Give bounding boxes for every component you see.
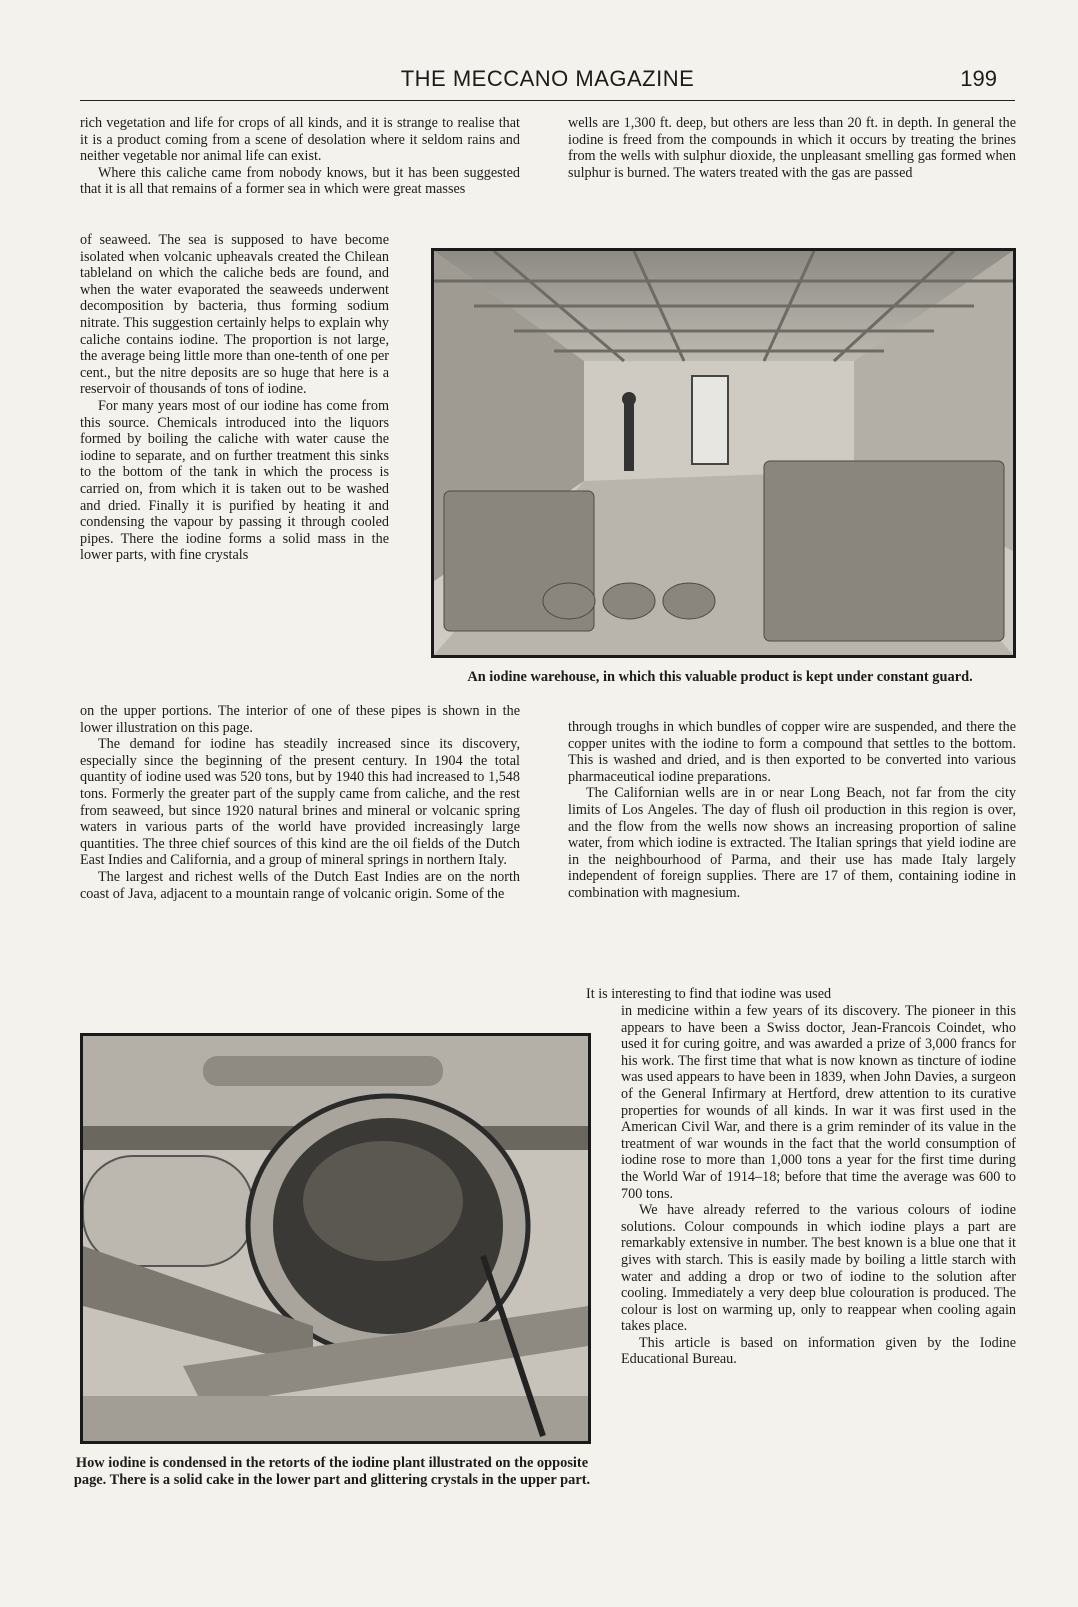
left-column-narrow xyxy=(80,232,389,564)
paragraph: wells are 1,300 ft. deep, but others are less than 20 ft. in depth. In general the iodine is freed from the compounds in which it occurs by treating the brines from the wells with sulphur dioxide, the unpleasant smelling gas formed when sulphur is burned. The waters treated with the gas are passed xyxy=(568,115,1016,181)
paragraph: Where this caliche came from nobody knows, but it has been suggested that it is all that remains of a former sea in which were great masses xyxy=(80,164,520,198)
warehouse-photo xyxy=(431,248,1016,658)
retort-caption: How iodine is condensed in the retorts of the iodine plant illustrated on the opposite page. There is a solid cake in the lower part and glittering crystals in the upper part. xyxy=(73,1455,591,1488)
warehouse-illustration xyxy=(434,251,1013,655)
page-number: 199 xyxy=(960,66,997,91)
paragraph: The largest and richest wells of the Dutch East Indies are on the north coast of Java, adjacent to a mountain range of volcanic origin. Some of the xyxy=(80,868,520,902)
paragraph: in medicine within a few years of its discovery. The pioneer in this appears to have been a Swiss doctor, Jean-Francois Coindet, who used it for curing goitre, and was awarded a prize of 3,000 francs for his work. The first time that what is now known as tincture of iodine was used appears to have been in 1839, when John Davies, a surgeon of the General Infirmary at Hertford, drew attention to its curative properties for wounds of all kinds. In war it was first used in the American Civil War, and there is a grim reminder of its value in the treatment of war wounds in the fact that the world consumption of iodine rose to more than 1,000 tons a year for the first time during the World War of 1914–18; before that time the average was 600 to 700 tons. xyxy=(621,1003,1016,1202)
paragraph: rich vegetation and life for crops of all kinds, and it is strange to realise that it is a product coming from a scene of desolation where it seldom rains and neither vegetable nor animal life can exist. xyxy=(80,115,520,165)
right-column-lower xyxy=(621,1003,1016,1368)
paragraph: of seaweed. The sea is supposed to have become isolated when volcanic upheavals created the Chilean tableland on which the caliche beds are found, and when the water evaporated the seaweeds underwent decomposition by bacteria, thus forming sodium nitrate. This suggestion certainly helps to explain why caliche contains iodine. The proportion is not large, the average being little more than one-tenth of one per cent., but the nitre deposits are so huge that here is a reservoir of thousands of tons of iodine. xyxy=(80,232,389,398)
right-column-lower-lead xyxy=(568,986,1016,1003)
page-header xyxy=(80,66,1015,101)
paragraph: For many years most of our iodine has come from this source. Chemicals introduced into the liquors formed by boiling the caliche with water cause the iodine to separate, and on further treatment this sinks to the bottom of the tank in which the process is carried on, from which it is taken out to be washed and dried. Finally it is purified by heating it and condensing the vapour by passing it through cooled pipes. There the iodine forms a solid mass in the lower parts, with fine crystals xyxy=(80,397,389,564)
left-column-top xyxy=(80,115,520,198)
left-column-mid xyxy=(80,703,520,902)
paragraph: The Californian wells are in or near Long Beach, not far from the city limits of Los Angeles. The day of flush oil production in this region is over, and the flow from the wells now shows an increasing proportion of saline water, from which iodine is extracted. The Italian springs that yield iodine are in the neighbourhood of Parma, and their use has made Italy largely independent of foreign supplies. There are 17 of them, containing iodine in combination with magnesium. xyxy=(568,785,1016,901)
paragraph: The demand for iodine has steadily increased since its discovery, especially since the beginning of the present century. In 1904 the total quantity of iodine used was 520 tons, but by 1940 this had increased to 1,548 tons. Formerly the greater part of the supply came from caliche, and the rest from seaweed, but since 1920 natural brines and mineral or volcanic spring waters in various parts of the world have provided increasingly large quantities. The three chief sources of this kind are the oil fields of the Dutch East Indies and California, and a group of mineral springs in northern Italy. xyxy=(80,736,520,869)
magazine-title: THE MECCANO MAGAZINE xyxy=(400,66,695,91)
paragraph: It is interesting to find that iodine was used xyxy=(586,986,832,1002)
right-column-top xyxy=(568,115,1016,181)
paragraph: This article is based on information given by the Iodine Educational Bureau. xyxy=(621,1334,1016,1368)
paragraph: through troughs in which bundles of copper wire are suspended, and there the copper unites with the iodine to form a compound that settles to the bottom. This is washed and dried, and is then exported to be converted into various pharmaceutical iodine preparations. xyxy=(568,719,1016,785)
paragraph: We have already referred to the various colours of iodine solutions. Colour compounds in which iodine plays a part are remarkably extensive in number. The best known is a blue one that it gives with starch. This is easily made by boiling a little starch with water and adding a drop or two of iodine to the solution after cooling. Immediately a very deep blue colouration is produced. The colour is lost on warming up, only to reappear when cooling again takes place. xyxy=(621,1202,1016,1335)
retort-illustration xyxy=(83,1036,588,1441)
paragraph: on the upper portions. The interior of one of these pipes is shown in the lower illustration on this page. xyxy=(80,703,520,736)
right-column-mid xyxy=(568,719,1016,902)
retort-photo xyxy=(80,1033,591,1444)
warehouse-caption: An iodine warehouse, in which this valuable product is kept under constant guard. xyxy=(467,669,973,685)
